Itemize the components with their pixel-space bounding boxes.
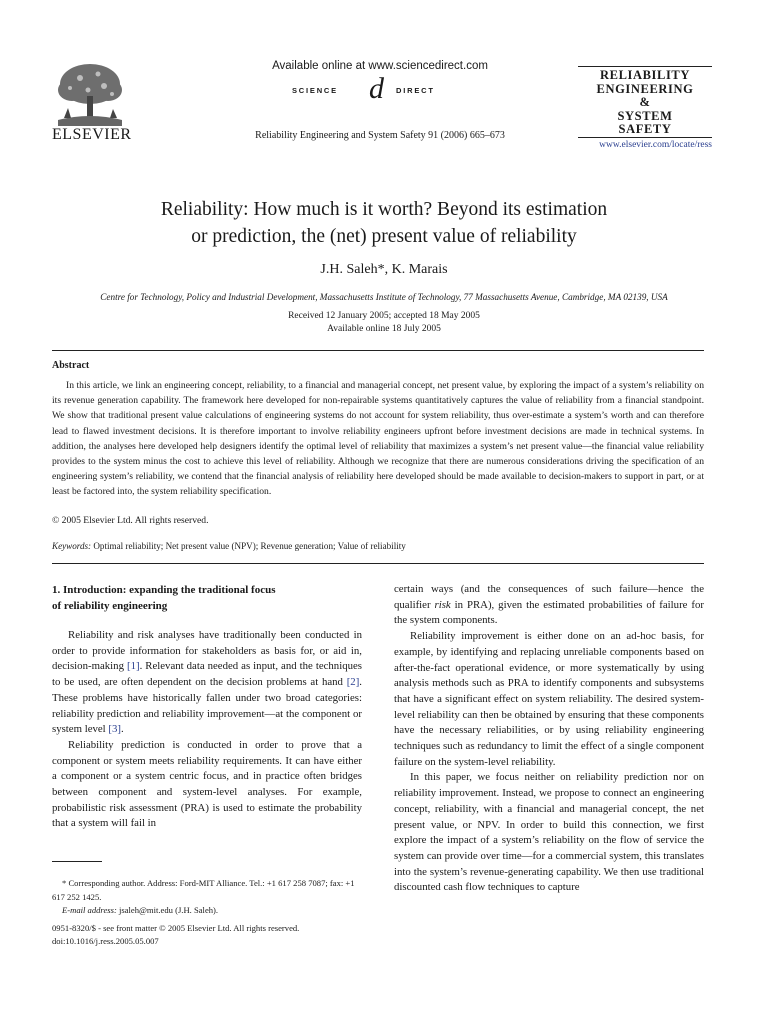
doi-line[interactable]: doi:10.1016/j.ress.2005.05.007: [52, 936, 159, 946]
body-paragraph: In this paper, we focus neither on reliability prediction nor on reliability improvement. Instead, we propose to connect an engineering concept, reliability, with a financial and managerial concept, the net present value, or NPV. In order to build this connection, we first explore the impact of a system’s reliability on the flow of service the system can provide over time—for a commercial system, this translates into the system’s revenue-generating capability. We then use traditional discounted cash flow techniques to capture: [394, 771, 704, 894]
available-online-text: Available online at www.sciencedirect.com: [272, 60, 488, 72]
received-date: Received 12 January 2005; accepted 18 May 2005: [288, 311, 480, 321]
body-paragraph: [52, 628, 362, 738]
abstract-top-rule: [52, 350, 704, 351]
abstract-body: [52, 378, 704, 500]
online-date: Available online 18 July 2005: [327, 323, 441, 334]
section-heading: [52, 582, 362, 614]
footnote: [52, 877, 362, 918]
abstract-paragraph: In this article, we link an engineering concept, reliability, to a financial and managerial concept, net present value, by exploring the impact of a system’s reliability on its revenue generation capability. The framework here developed for non-repairable systems quantitatively captures the value of reliability from a financial standpoint. We show that traditional present value calculations of engineering systems do not account for system reliability, thus over-estimate a system’s worth and can therefore lead to flawed investment decisions. It is therefore important to involve reliability engineers upfront before investment decisions are made in technical systems. In addition, the analyses here developed help designers identify the optimal level of reliability that maximizes a system’s net present value—the financial value reliability provides to the system minus the cost to achieve this level of reliability. Although we recognize that there are numerous considerations driving the specification of an engineering system’s reliability, we contend that the financial analysis of reliability here developed should be made available to decision-makers to support in part, or at least be factored into, the system reliability specification.: [52, 380, 704, 498]
section-heading-line: 1. Introduction: expanding the traditional focus: [52, 584, 276, 596]
journal-title-line: &: [639, 95, 651, 109]
issn-line: 0951-8320/$ - see front matter © 2005 Elsevier Ltd. All rights reserved.: [52, 923, 300, 933]
journal-title-line: SYSTEM: [617, 108, 673, 123]
sciencedirect-logo: [292, 72, 472, 105]
body-text-italic: risk: [434, 598, 451, 611]
abstract-bottom-rule: [52, 563, 704, 564]
journal-citation: Reliability Engineering and System Safety 91 (2006) 665–673: [255, 130, 505, 141]
article-dates: [80, 310, 688, 335]
body-paragraph: Reliability improvement is either done on an ad-hoc basis, for example, by identifying and replacing unreliable components based on after-the-fact operational evidence, or more systematically by using analysis methods such as PRA to identify components and subsystems that have a significant effect on system reliability. The desired system-level reliability can then be obtained by ensuring that these components have the necessary reliabilities, or by using reliability engineering techniques such as redundancy to limit the effect of a single component failure on the system-level reliability.: [394, 630, 704, 768]
email-note: [52, 904, 362, 918]
email-address[interactable]: jsaleh@mit.edu (J.H. Saleh).: [116, 905, 219, 915]
right-column: [394, 582, 704, 896]
article-title-line: or prediction, the (net) present value of reliability: [191, 226, 577, 247]
footnote-rule: [52, 861, 102, 862]
sciencedirect-logo-left: SCIENCE: [292, 86, 338, 95]
abstract-copyright: © 2005 Elsevier Ltd. All rights reserved.: [52, 515, 209, 526]
sciencedirect-logo-right: DIRECT: [396, 86, 435, 95]
elsevier-tree-logo: [52, 60, 128, 126]
keywords-line: [52, 541, 406, 551]
sciencedirect-logo-mark: d: [369, 72, 384, 105]
journal-title-line: RELIABILITY: [600, 68, 690, 82]
body-paragraph: Reliability prediction is conducted in order to prove that a component or system meets reliability requirements. It can have either a component or a system centric focus, and in practice often bridges between component and system-level analyses. For example, probabilistic risk assessment (PRA) is used to estimate the probability that a system will fail in: [52, 738, 362, 830]
body-paragraph: [394, 582, 704, 629]
article-title-line: Reliability: How much is it worth? Beyond its estimation: [160, 199, 608, 220]
body-text: . Relevant data needed as input, and the techniques to be used, are often dependent on the decision problems at hand: [52, 660, 362, 689]
body-text: certain ways (and the consequences of such failure—hence the qualifier: [394, 583, 704, 611]
journal-title-box: [578, 66, 712, 138]
keywords-label: Keywords:: [52, 541, 92, 551]
author-affiliation: Centre for Technology, Policy and Industrial Development, Massachusetts Institute of Technology, 77 Massachusetts Avenue, Cambridge, MA 02139, USA: [100, 292, 668, 302]
issn-doi-block: [52, 922, 362, 948]
left-column: [52, 628, 362, 832]
corresponding-author-note: * Corresponding author. Address: Ford-MIT Alliance. Tel.: +1 617 258 7087; fax: +1 617 252 1425.: [52, 878, 355, 902]
publisher-name: ELSEVIER: [52, 126, 132, 143]
abstract-heading: Abstract: [52, 360, 90, 371]
section-heading-line: of reliability engineering: [52, 600, 168, 612]
journal-title-line: SAFETY: [618, 122, 672, 136]
body-text: . These problems have historically fallen under two broad categories: reliability prediction and reliability improvement—at the component or system level: [52, 676, 362, 736]
article-title: [80, 196, 688, 250]
journal-title-line: ENGINEERING: [596, 81, 694, 96]
body-text: in PRA), given the estimated probabilities of failure for the system components.: [394, 598, 704, 627]
article-authors: J.H. Saleh*, K. Marais: [320, 262, 448, 277]
body-text: Reliability and risk analyses have traditionally been conducted in order to provide information for stakeholders as basis for, or aid in, decision-making: [52, 629, 362, 673]
body-text: .: [120, 723, 124, 736]
reference-link[interactable]: [1]: [126, 660, 140, 673]
reference-link[interactable]: [2]: [346, 676, 360, 689]
email-label: E-mail address:: [62, 905, 117, 915]
keywords-list: Optimal reliability; Net present value (NPV); Revenue generation; Value of reliability: [91, 541, 406, 551]
journal-url-link[interactable]: www.elsevier.com/locate/ress: [599, 140, 712, 150]
reference-link[interactable]: [3]: [108, 723, 121, 736]
